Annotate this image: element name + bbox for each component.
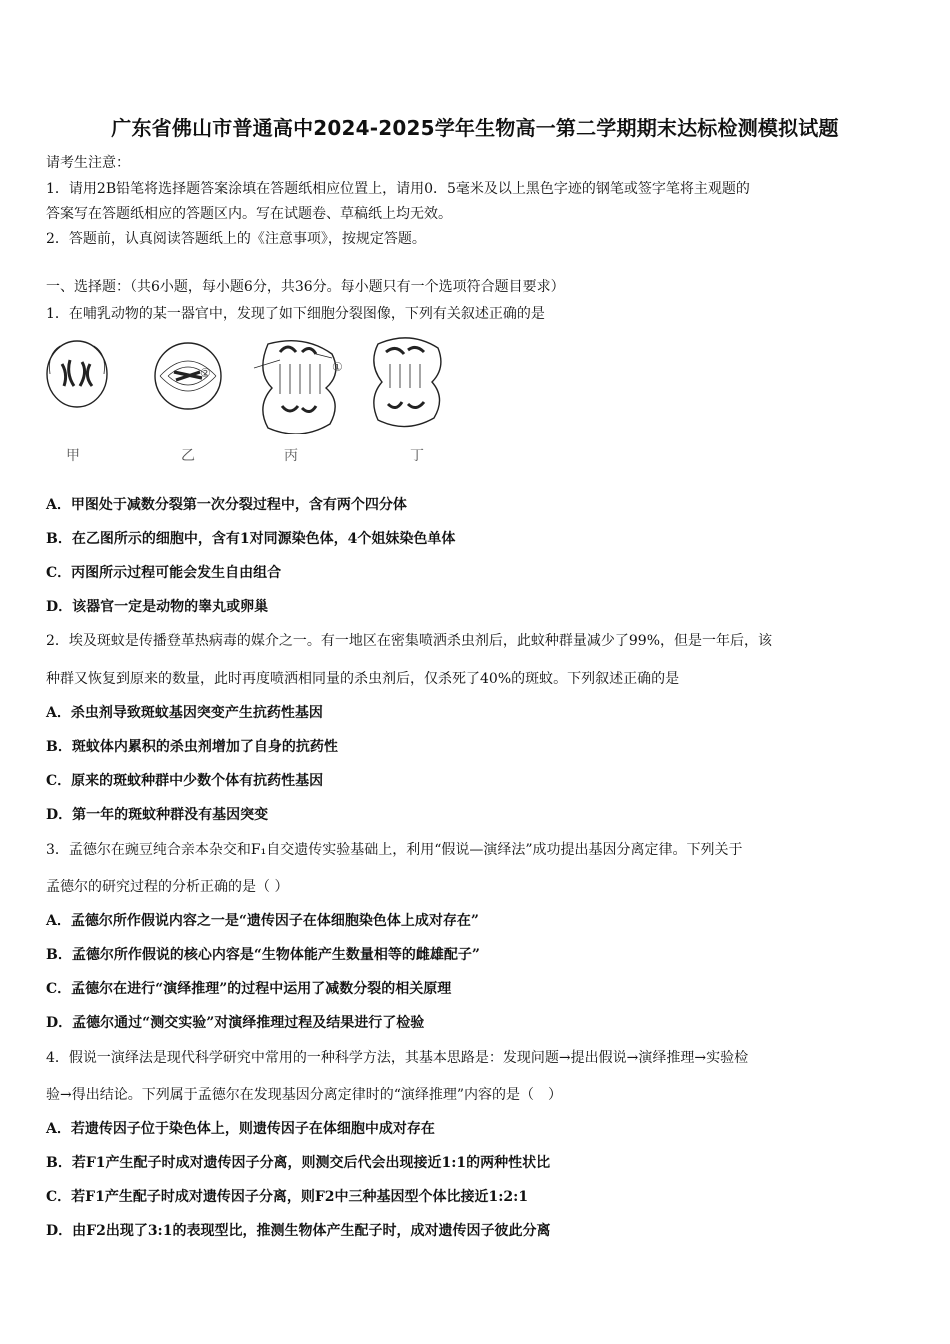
section-heading: 一、选择题：（共6小题，每小题6分，共36分。每小题只有一个选项符合题目要求） (46, 279, 565, 295)
question-4-option-d: D．由F2出现了3:1的表现型比，推测生物体产生配子时，成对遗传因子彼此分离 (46, 1223, 551, 1239)
question-1-option-c: C．丙图所示过程可能会发生自由组合 (46, 565, 282, 581)
question-3-stem-line-1: 3．孟德尔在豌豆纯合亲本杂交和F₁自交遗传实验基础上，利用“假说—演绎法”成功提出基因分离定律。下列关于 (46, 842, 743, 858)
figure-label-ding: 丁 (410, 448, 424, 464)
question-2-option-b: B．斑蚊体内累积的杀虫剂增加了自身的抗药性 (46, 739, 338, 755)
question-4-stem-line-2: 验→得出结论。下列属于孟德尔在发现基因分离定律时的“演绎推理”内容的是（ ） (46, 1087, 563, 1103)
notice-heading: 请考生注意： (46, 155, 130, 171)
question-1-stem: 1．在哺乳动物的某一器官中，发现了如下细胞分裂图像，下列有关叙述正确的是 (46, 306, 545, 322)
question-3-option-d: D．孟德尔通过“测交实验”对演绎推理过程及结果进行了检验 (46, 1015, 425, 1031)
figure-marker-1: ① (332, 360, 343, 374)
question-3-option-b: B．孟德尔所作假说的核心内容是“生物体能产生数量相等的雌雄配子” (46, 947, 480, 963)
figure-label-bing: 丙 (284, 448, 298, 464)
cell-division-figure (40, 334, 460, 434)
question-3-option-a: A．孟德尔所作假说内容之一是“遗传因子在体细胞染色体上成对存在” (46, 913, 479, 929)
cell-yi (155, 343, 221, 409)
cell-jia (47, 341, 107, 407)
question-2-option-a: A．杀虫剂导致斑蚊基因突变产生抗药性基因 (46, 705, 323, 721)
question-3-option-c: C．孟德尔在进行“演绎推理”的过程中运用了减数分裂的相关原理 (46, 981, 452, 997)
figure-marker-2: ② (200, 366, 211, 380)
question-4-option-c: C．若F1产生配子时成对遗传因子分离，则F2中三种基因型个体比接近1:2:1 (46, 1189, 529, 1205)
question-1-option-b: B．在乙图所示的细胞中，含有1对同源染色体，4个姐妹染色单体 (46, 531, 456, 547)
question-1-option-a: A．甲图处于减数分裂第一次分裂过程中，含有两个四分体 (46, 497, 407, 513)
figure-label-jia: 甲 (66, 448, 80, 464)
question-4-stem-line-1: 4．假说一演绎法是现代科学研究中常用的一种科学方法，其基本思路是：发现问题→提出假说→演绎推理→实验检 (46, 1050, 749, 1066)
figure-label-yi: 乙 (181, 448, 195, 464)
question-2-stem-line-2: 种群又恢复到原来的数量，此时再度喷洒相同量的杀虫剂后，仅杀死了40%的斑蚊。下列叙述正确的是 (46, 671, 680, 687)
notice-item-1-line-2: 答案写在答题纸相应的答题区内。写在试题卷、草稿纸上均无效。 (46, 206, 452, 222)
question-2-option-d: D．第一年的斑蚊种群没有基因突变 (46, 807, 269, 823)
question-2-option-c: C．原来的斑蚊种群中少数个体有抗药性基因 (46, 773, 324, 789)
question-4-option-a: A．若遗传因子位于染色体上，则遗传因子在体细胞中成对存在 (46, 1121, 435, 1137)
notice-item-2: 2．答题前，认真阅读答题纸上的《注意事项》，按规定答题。 (46, 231, 426, 247)
question-2-stem-line-1: 2．埃及斑蚊是传播登革热病毒的媒介之一。有一地区在密集喷洒杀虫剂后，此蚊种群量减少了99%，但是一年后，该 (46, 633, 773, 649)
cell-bing (254, 341, 336, 434)
question-4-option-b: B．若F1产生配子时成对遗传因子分离，则测交后代会出现接近1:1的两种性状比 (46, 1155, 551, 1171)
question-1-option-d: D．该器官一定是动物的睾丸或卵巢 (46, 599, 269, 615)
question-3-stem-line-2: 孟德尔的研究过程的分析正确的是（ ） (46, 879, 289, 895)
page-title: 广东省佛山市普通高中2024-2025学年生物高一第二学期期末达标检测模拟试题 (111, 116, 839, 140)
cell-ding (374, 338, 441, 427)
notice-item-1-line-1: 1．请用2B铅笔将选择题答案涂填在答题纸相应位置上，请用0．5毫米及以上黑色字迹的钢笔或签字笔将主观题的 (46, 181, 750, 197)
